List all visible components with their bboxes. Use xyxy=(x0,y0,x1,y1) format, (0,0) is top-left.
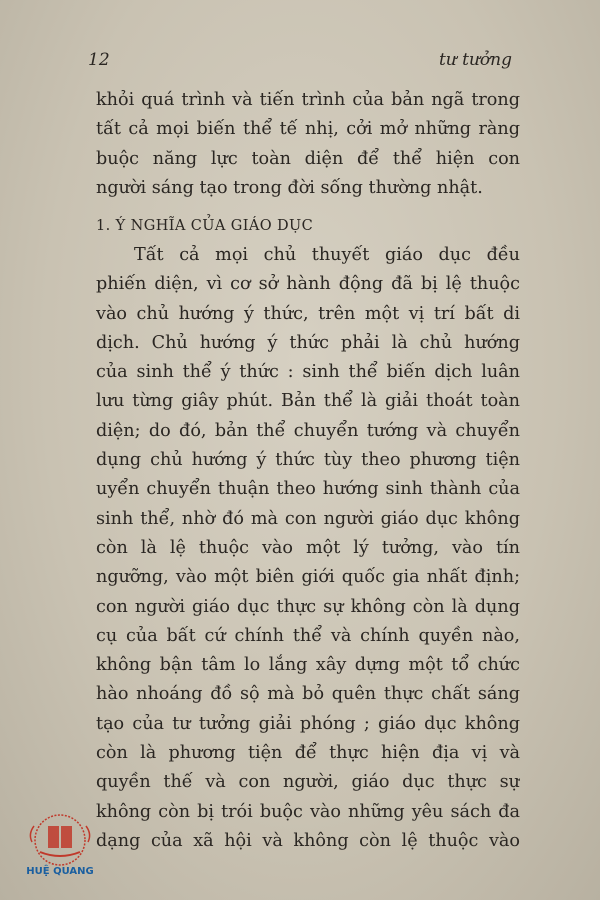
text-line: tạo của tư tưởng giải phóng ; giáo dục không xyxy=(96,713,520,734)
text-line: của sinh thể ý thức : sinh thể biến dịch luân xyxy=(96,362,520,383)
book-emblem-icon xyxy=(18,812,102,868)
text-line: ngưỡng, vào một biên giới quốc gia nhất định; xyxy=(96,567,520,588)
text-line: không còn bị trói buộc vào những yêu sách đa xyxy=(96,801,520,822)
text-line: khỏi quá trình và tiến trình của bản ngã trong xyxy=(96,90,520,110)
text-line: người sáng tạo trong đời sống thường nhật. xyxy=(96,177,483,198)
text-line: không bận tâm lo lắng xây dựng một tổ chức xyxy=(96,655,520,676)
page-number: 12 xyxy=(88,50,110,70)
stamp-label: HUỆ QUANG xyxy=(26,866,94,877)
text-line: dạng của xã hội và không còn lệ thuộc vào xyxy=(96,830,520,851)
section-heading: 1. Ý NGHĨA CỦA GIÁO DỤC xyxy=(96,218,314,234)
text-line: buộc năng lực toàn diện để thể hiện con xyxy=(96,148,520,169)
text-line: còn là phương tiện để thực hiện địa vị và xyxy=(96,743,520,764)
paragraph-1 xyxy=(96,86,520,203)
running-title: tư tưởng xyxy=(438,50,512,70)
text-line: phiến diện, vì cơ sở hành động đã bị lệ thuộc xyxy=(96,274,520,295)
text-line: uyển chuyển thuận theo hướng sinh thành của xyxy=(96,479,520,500)
text-line: Tất cả mọi chủ thuyết giáo dục đều xyxy=(134,245,520,265)
paragraph-2 xyxy=(96,241,520,856)
text-line: con người giáo dục thực sự không còn là dụng xyxy=(96,596,520,617)
text-line: tất cả mọi biến thể tế nhị, cởi mở những ràng xyxy=(96,119,520,140)
text-line: diện; do đó, bản thể chuyển tướng và chuyển xyxy=(96,420,520,441)
text-line: dịch. Chủ hướng ý thức phải là chủ hướng xyxy=(96,332,520,353)
text-line: vào chủ hướng ý thức, trên một vị trí bất di xyxy=(96,303,520,324)
text-line: hào nhoáng đồ sộ mà bỏ quên thực chất sáng xyxy=(96,684,520,705)
text-line: lưu từng giây phút. Bản thể là giải thoát toàn xyxy=(96,391,520,412)
library-stamp-logo xyxy=(18,812,102,884)
page-header xyxy=(88,50,512,74)
text-line: còn là lệ thuộc vào một lý tưởng, vào tín xyxy=(96,537,520,558)
text-line: dụng chủ hướng ý thức tùy theo phương tiện xyxy=(96,450,520,471)
text-line: cụ của bất cứ chính thể và chính quyền nào, xyxy=(96,625,520,646)
text-line: sinh thể, nhờ đó mà con người giáo dục không xyxy=(96,508,520,529)
text-line: quyền thế và con người, giáo dục thực sự xyxy=(96,772,520,793)
